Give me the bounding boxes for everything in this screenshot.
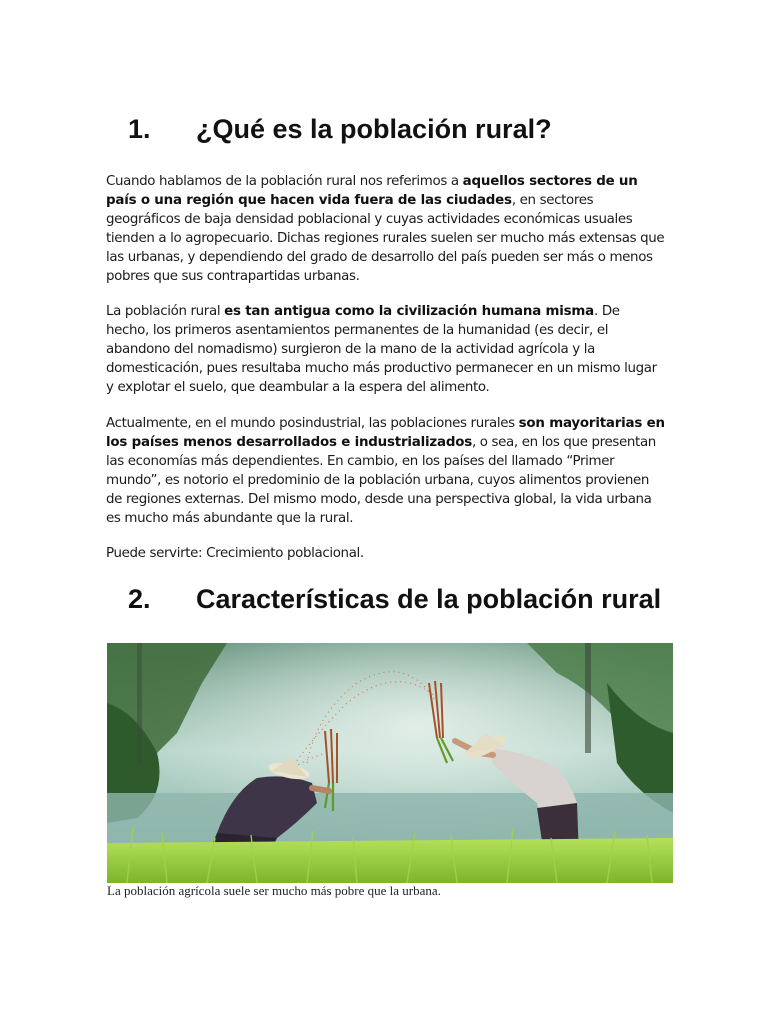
paragraph-text: La población rural bbox=[106, 304, 225, 319]
paragraph-history bbox=[106, 302, 666, 397]
rice-farmers-illustration bbox=[107, 643, 673, 883]
paragraph-text: Cuando hablamos de la población rural nos referimos a bbox=[106, 174, 463, 189]
paragraph-definition bbox=[106, 172, 666, 286]
rice-farmers-photo bbox=[107, 643, 673, 883]
paragraph-text: , o sea, en los que presentan las economías más dependientes. En cambio, en los países del llamado “Primer mundo”, es notorio el predominio de la población urbana, cuyos alimentos provienen de regiones externas. Del mismo modo, desde una perspectiva global, la vida urbana es mucho más abundante que la rural. bbox=[106, 435, 656, 526]
paragraph-text: . De hecho, los primeros asentamientos permanentes de la humanidad (es decir, el abandono del nomadismo) surgieron de la mano de la actividad agrícola y la domesticación, pues resultaba mucho más productivo permanecer en un mismo lugar y explotar el suelo, que deambular a la espera del alimento. bbox=[106, 304, 657, 395]
paragraph-text: , en sectores geográficos de baja densidad poblacional y cuyas actividades económicas usuales tienden a lo agropecuario. Dichas regiones rurales suelen ser mucho más extensas que las urbanas, y dependiendo del grado de desarrollo del país pueden ser más o menos pobres que sus contrapartidas urbanas. bbox=[106, 193, 665, 284]
image-caption: La población agrícola suele ser mucho más pobre que la urbana. bbox=[107, 883, 441, 898]
section-2-title: Características de la población rural bbox=[196, 584, 662, 614]
see-also-note: Puede servirte: Crecimiento poblacional. bbox=[106, 546, 364, 561]
paragraph-bold: son mayoritarias en los países menos desarrollados e industrializados bbox=[106, 416, 665, 450]
section-1-heading bbox=[128, 114, 552, 145]
section-1-title: ¿Qué es la población rural? bbox=[196, 114, 552, 144]
section-2-number: 2. bbox=[128, 584, 151, 614]
section-1-number: 1. bbox=[128, 114, 151, 144]
section-2-heading bbox=[128, 584, 661, 615]
paragraph-bold: aquellos sectores de un país o una región que hacen vida fuera de las ciudades bbox=[106, 174, 638, 208]
paragraph-bold: es tan antigua como la civilización humana misma bbox=[224, 304, 595, 319]
paragraph-present bbox=[106, 414, 666, 528]
paragraph-text: Actualmente, en el mundo posindustrial, las poblaciones rurales bbox=[106, 416, 519, 431]
